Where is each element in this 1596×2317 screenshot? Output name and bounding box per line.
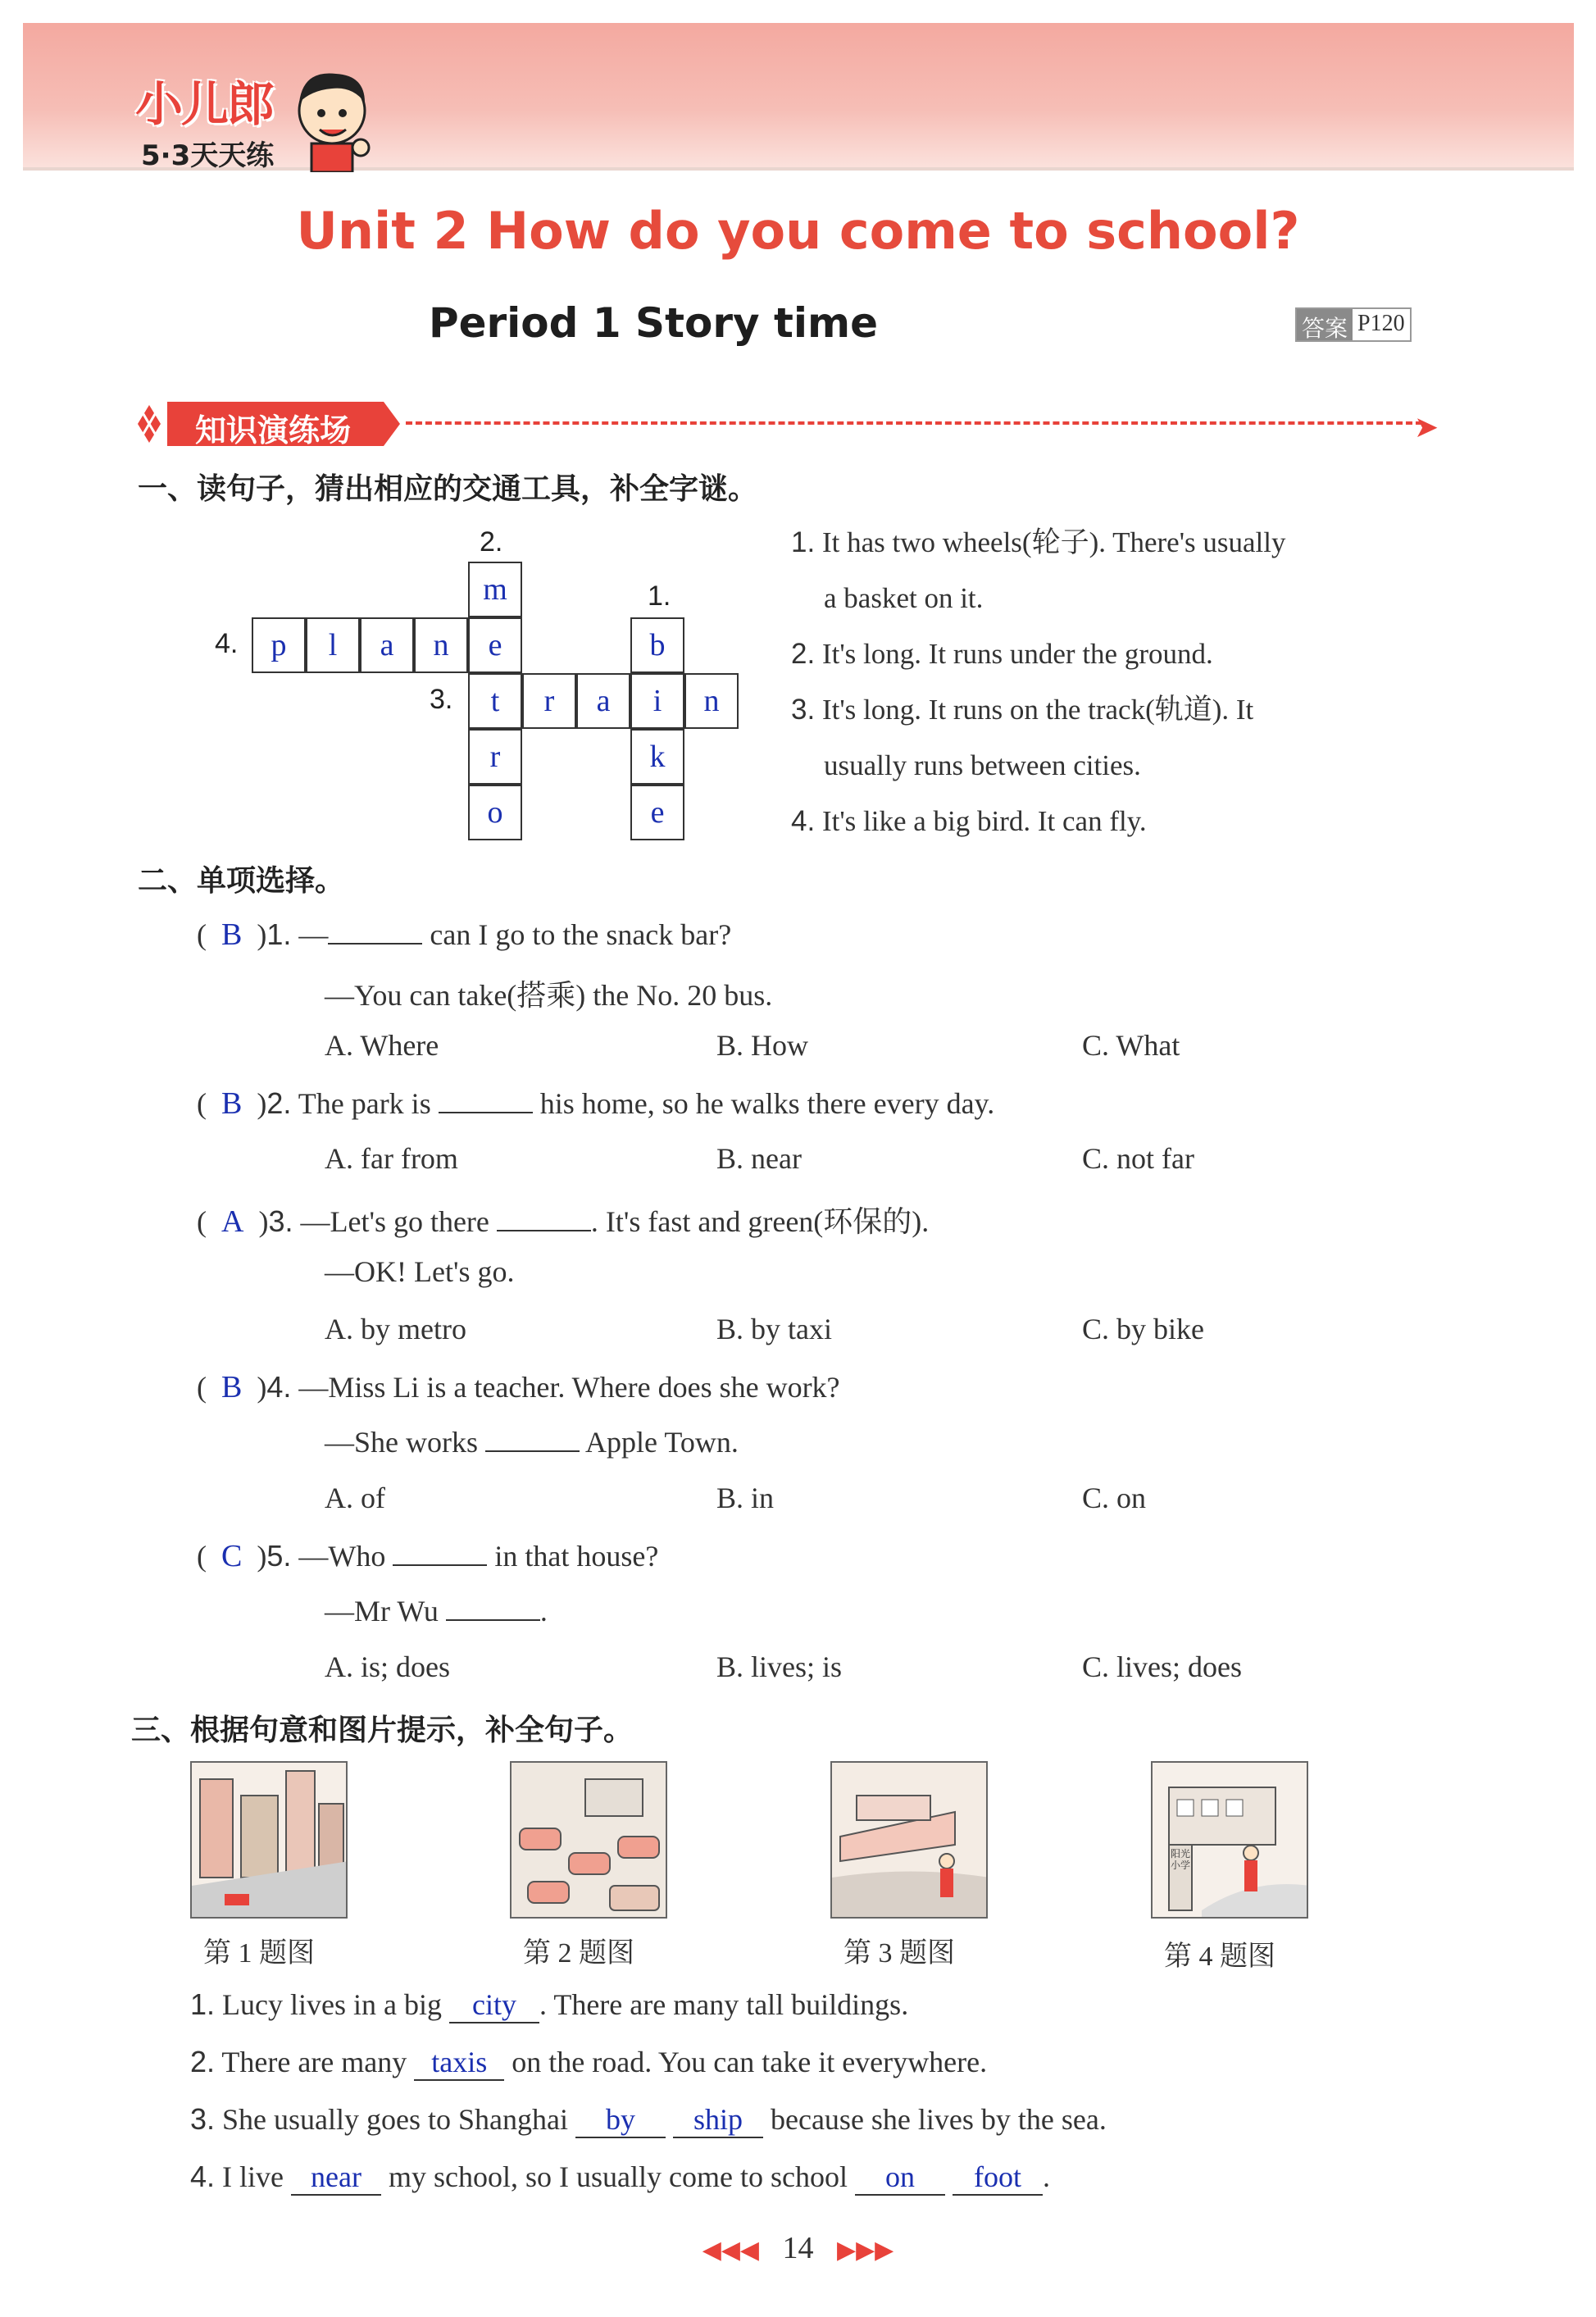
picture-3-caption: 第 3 题图 bbox=[843, 1938, 955, 1969]
crossword-clues bbox=[791, 515, 1447, 849]
answer-fill: near bbox=[291, 2160, 381, 2196]
sentence-2: 2. There are many taxis on the road. You can take it everywhere. bbox=[190, 2045, 987, 2081]
q4-option-a: A. of bbox=[325, 1482, 385, 1514]
crossword-cell: e bbox=[630, 785, 684, 840]
crossword-cell: t bbox=[468, 673, 522, 729]
picture-1-caption: 第 1 题图 bbox=[203, 1938, 315, 1969]
part3-heading: 三、根据句意和图片提示，补全句子。 bbox=[131, 1714, 634, 1747]
q4-option-b: B. in bbox=[716, 1482, 775, 1514]
picture-3-ship bbox=[830, 1761, 988, 1919]
q5-option-c: C. lives; does bbox=[1082, 1650, 1242, 1683]
triangle-left-icon: ◀◀◀ bbox=[702, 2237, 759, 2264]
q3-option-c: C. by bike bbox=[1082, 1313, 1204, 1345]
crossword-cell: e bbox=[468, 617, 522, 673]
crossword-cell: m bbox=[468, 562, 522, 617]
q1-option-a: A. Where bbox=[325, 1029, 439, 1062]
arrow-right-icon: ➤ bbox=[1414, 411, 1439, 444]
picture-4-caption: 第 4 题图 bbox=[1164, 1941, 1275, 1972]
question-5: ( C )5. —Who in that house? bbox=[197, 1539, 659, 1573]
clue-4: 4. It's like a big bird. It can fly. bbox=[791, 805, 1147, 837]
q2-option-c: C. not far bbox=[1082, 1142, 1194, 1175]
answer-fill: foot bbox=[953, 2160, 1043, 2196]
brand-logo: 小儿郎 bbox=[135, 76, 274, 132]
crossword-cell: n bbox=[684, 673, 739, 729]
period-title: Period 1 Story time bbox=[428, 299, 879, 347]
answer-fill: city bbox=[449, 1987, 539, 2023]
answer-mark: B bbox=[221, 917, 243, 952]
answer-label: 答案 bbox=[1297, 309, 1353, 340]
crossword-cell: r bbox=[522, 673, 576, 729]
q1-option-c: C. What bbox=[1082, 1029, 1180, 1062]
crossword-cell: n bbox=[414, 617, 468, 673]
question-3-line2: —OK! Let's go. bbox=[325, 1255, 515, 1288]
answer-fill: by bbox=[575, 2102, 666, 2138]
question-1: ( B )1. — can I go to the snack bar? bbox=[197, 917, 732, 952]
blank bbox=[328, 920, 422, 945]
q5-option-b: B. lives; is bbox=[716, 1650, 843, 1683]
crossword-cell: o bbox=[468, 785, 522, 840]
question-3: ( A )3. —Let's go there . It's fast and green(环保的). bbox=[197, 1204, 930, 1239]
crossword-number-3: 3. bbox=[430, 684, 453, 715]
school-gate-icon bbox=[1153, 1763, 1308, 1919]
crossword-cell: p bbox=[252, 617, 306, 673]
clue-3-line2: usually runs between cities. bbox=[824, 749, 1141, 781]
picture-4-school bbox=[1151, 1761, 1308, 1919]
q2-option-b: B. near bbox=[716, 1142, 802, 1175]
unit-title: Unit 2 How do you come to school? bbox=[296, 201, 1300, 261]
crossword-number-1: 1. bbox=[648, 580, 671, 612]
crossword-cell: k bbox=[630, 729, 684, 785]
question-4-line2: —She works Apple Town. bbox=[325, 1426, 739, 1459]
blank bbox=[485, 1427, 580, 1452]
answer-mark: B bbox=[221, 1086, 243, 1121]
section-divider bbox=[406, 421, 1422, 425]
clue-2: 2. It's long. It runs under the ground. bbox=[791, 638, 1213, 670]
part2-heading: 二、单项选择。 bbox=[138, 864, 345, 898]
answer-fill: taxis bbox=[414, 2045, 504, 2081]
clue-1-line1: 1. It has two wheels(轮子). There's usually bbox=[791, 526, 1286, 558]
crossword-cell: a bbox=[360, 617, 414, 673]
city-buildings-icon bbox=[192, 1763, 348, 1919]
crossword-cell: l bbox=[306, 617, 360, 673]
answer-mark: A bbox=[221, 1204, 244, 1239]
crossword-number-4: 4. bbox=[215, 628, 239, 659]
answer-mark: B bbox=[221, 1370, 243, 1404]
q2-option-a: A. far from bbox=[325, 1142, 458, 1175]
answer-fill: on bbox=[855, 2160, 945, 2196]
sentence-4: 4. I live near my school, so I usually come to school on foot . bbox=[190, 2160, 1050, 2196]
clue-1-line2: a basket on it. bbox=[824, 582, 984, 614]
taxis-road-icon bbox=[512, 1763, 667, 1919]
crossword-cell: b bbox=[630, 617, 684, 673]
triangle-right-icon: ▶▶▶ bbox=[837, 2237, 894, 2264]
answer-fill: ship bbox=[673, 2102, 763, 2138]
page-footer bbox=[0, 2230, 1596, 2266]
section-banner-label: 知识演练场 bbox=[195, 412, 352, 448]
crossword-cell: a bbox=[576, 673, 630, 729]
blank bbox=[393, 1541, 487, 1566]
answer-page: P120 bbox=[1353, 309, 1410, 340]
mascot-boy-icon bbox=[287, 66, 377, 172]
brand-subtitle: 5·3天天练 bbox=[141, 139, 275, 172]
answer-page-ref bbox=[1295, 307, 1412, 342]
picture-2-caption: 第 2 题图 bbox=[523, 1938, 634, 1969]
clue-3-line1: 3. It's long. It runs on the track(轨道). It bbox=[791, 694, 1254, 726]
crossword-number-2: 2. bbox=[480, 526, 503, 558]
question-4: ( B )4. —Miss Li is a teacher. Where does she work? bbox=[197, 1370, 840, 1404]
answer-mark: C bbox=[221, 1539, 243, 1573]
blank bbox=[439, 1089, 533, 1113]
picture-1-city bbox=[190, 1761, 348, 1919]
picture-2-taxis bbox=[510, 1761, 667, 1919]
sentence-1: 1. Lucy lives in a big city . There are many tall buildings. bbox=[190, 1987, 908, 2023]
q4-option-c: C. on bbox=[1082, 1482, 1147, 1514]
question-5-line2: —Mr Wu . bbox=[325, 1595, 548, 1627]
blank bbox=[497, 1207, 591, 1231]
part1-heading: 一、读句子，猜出相应的交通工具，补全字谜。 bbox=[138, 472, 758, 506]
ship-icon bbox=[832, 1763, 988, 1919]
q3-option-a: A. by metro bbox=[325, 1313, 466, 1345]
blank bbox=[446, 1596, 540, 1621]
crossword-cell: i bbox=[630, 673, 684, 729]
question-2: ( B )2. The park is his home, so he walks there every day. bbox=[197, 1086, 995, 1121]
question-1-line2: —You can take(搭乘) the No. 20 bus. bbox=[325, 979, 773, 1012]
crossword-cell: r bbox=[468, 729, 522, 785]
page-number: 14 bbox=[782, 2231, 814, 2265]
q3-option-b: B. by taxi bbox=[716, 1313, 832, 1345]
school-sign: 阳光小学 bbox=[1171, 1848, 1191, 1871]
sentence-3: 3. She usually goes to Shanghai by ship because she lives by the sea. bbox=[190, 2102, 1107, 2138]
q5-option-a: A. is; does bbox=[325, 1650, 450, 1683]
q1-option-b: B. How bbox=[716, 1029, 809, 1062]
